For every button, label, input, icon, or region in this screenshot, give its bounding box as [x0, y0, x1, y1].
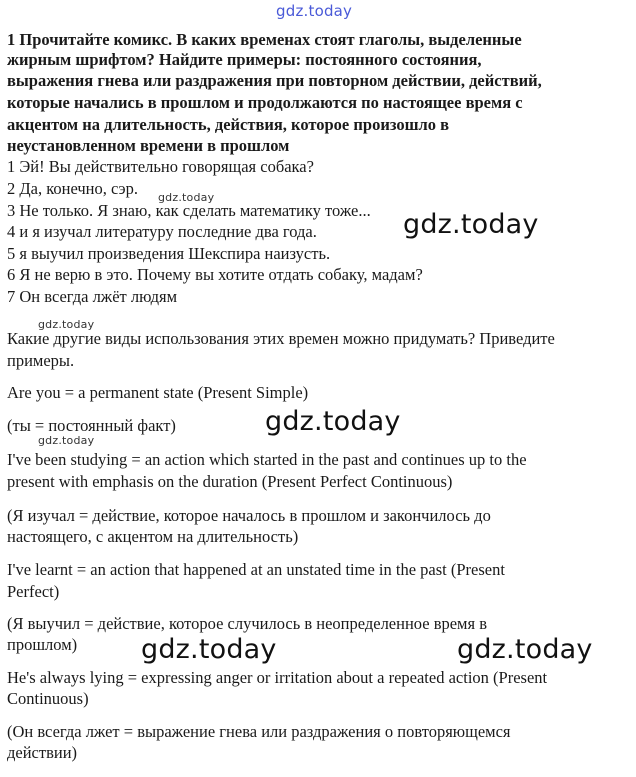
watermark-small: gdz.today — [38, 434, 95, 447]
answer-line: настоящего, с акцентом на длительность) — [7, 527, 299, 546]
comic-line: 1 Эй! Вы действительно говорящая собака? — [7, 157, 314, 176]
comic-line: 3 Не только. Я знаю, как сделать математику тоже... — [7, 201, 371, 220]
comic-line: 6 Я не верю в это. Почему вы хотите отдать собаку, мадам? — [7, 265, 423, 284]
comic-line: 5 я выучил произведения Шекспира наизусть. — [7, 244, 331, 263]
comic-line: 2 Да, конечно, сэр. — [7, 179, 138, 198]
task-heading-line: акцентом на длительность, действия, которое произошло в — [7, 115, 450, 134]
comic-line: 4 и я изучал литературу последние два года. — [7, 222, 317, 241]
answer-line: (Я изучал = действие, которое началось в прошлом и закончилось до — [7, 506, 491, 525]
watermark-large: gdz.today — [265, 406, 401, 437]
comic-line: 7 Он всегда лжёт людям — [7, 287, 178, 306]
question-line: примеры. — [7, 351, 75, 370]
task-heading-line: жирным шрифтом? Найдите примеры: постоянного состояния, — [7, 50, 482, 69]
task-heading-line: выражения гнева или раздражения при повторном действии, действий, — [7, 71, 542, 90]
answer-line: действии) — [7, 743, 78, 762]
watermark-large: gdz.today — [403, 209, 539, 240]
answer-line: present with emphasis on the duration (Present Perfect Continuous) — [7, 472, 453, 491]
answer-line: Perfect) — [7, 582, 60, 601]
watermark-small: gdz.today — [38, 318, 95, 331]
answer-line: I've learnt = an action that happened at an unstated time in the past (Present — [7, 560, 505, 579]
answer-line: Are you = a permanent state (Present Simple) — [7, 383, 309, 402]
answer-line: (ты = постоянный факт) — [7, 416, 176, 435]
task-heading-line: 1 Прочитайте комикс. В каких временах стоят глаголы, выделенные — [7, 30, 522, 49]
watermark-large: gdz.today — [141, 634, 277, 665]
answer-line: Continuous) — [7, 689, 89, 708]
watermark-top: gdz.today — [276, 2, 353, 20]
answer-line: (Я выучил = действие, которое случилось в неопределенное время в — [7, 614, 488, 633]
answer-line: I've been studying = an action which started in the past and continues up to the — [7, 450, 527, 469]
answer-line: He's always lying = expressing anger or irritation about a repeated action (Present — [7, 668, 548, 687]
watermark-large: gdz.today — [457, 634, 593, 665]
watermark-small: gdz.today — [158, 191, 215, 204]
task-heading-line: которые начались в прошлом и продолжаются по настоящее время с — [7, 93, 523, 112]
answer-line: (Он всегда лжет = выражение гнева или раздражения о повторяющемся — [7, 722, 511, 741]
question-line: Какие другие виды использования этих времен можно придумать? Приведите — [7, 329, 555, 348]
task-heading-line: неустановленном времени в прошлом — [7, 136, 290, 155]
answer-line: прошлом) — [7, 635, 78, 654]
